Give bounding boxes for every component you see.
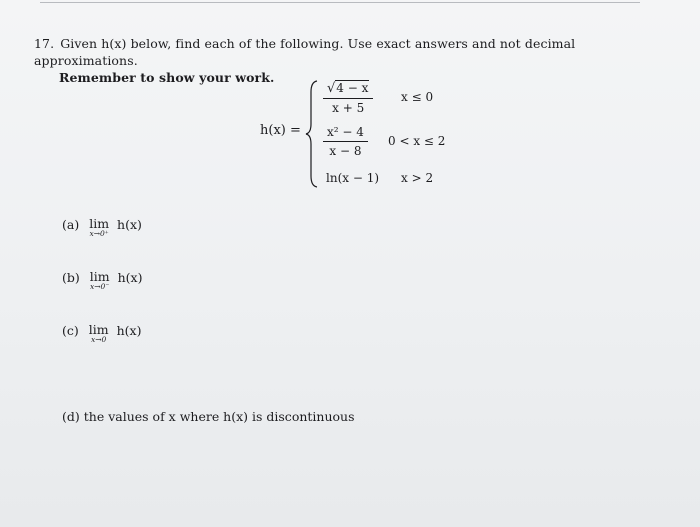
case-2-condition: 0 < x ≤ 2 [388,134,446,148]
part-b [62,270,142,291]
part-a-function: h(x) [117,217,142,232]
case-3-condition: x > 2 [401,171,434,185]
case-1-condition: x ≤ 0 [401,90,434,104]
part-c-lim: lim [88,322,109,337]
piecewise-function [255,78,515,193]
problem-number: 17. [34,36,55,51]
function-lhs: h(x) = [260,123,301,138]
problem-intro: Given h(x) below, find each of the following. Use exact answers and not decimal approximations. [34,36,576,68]
part-c-approach: x→0 [91,335,107,344]
part-c-function: h(x) [116,323,142,338]
part-b-label: (b) [62,270,80,285]
part-b-function: h(x) [117,270,143,285]
part-a-label: (a) [62,217,80,232]
case-3-expression: ln(x − 1) [326,171,380,185]
part-b-lim: lim [89,269,110,284]
case-1-numerator: 4 − x [336,81,369,95]
case-1-expression: $\frac{√4 - x}{x + 5}$ [323,81,373,115]
case-1-denominator: x + 5 [332,101,365,115]
problem-instruction: Remember to show your work. [59,70,275,85]
part-a-lim: lim [89,216,110,231]
case-2-denominator: x − 8 [329,144,362,158]
part-c [62,323,141,344]
part-d-label: (d) [62,409,80,424]
case-2-numerator: x² − 4 [323,125,368,142]
part-a-approach: x→0⁺ [89,229,109,238]
left-brace [305,80,319,188]
part-a [62,217,142,238]
case-2-expression [323,125,368,158]
part-d-text: the values of x where h(x) is discontinuous [83,409,355,424]
part-b-approach: x→0⁻ [90,282,110,291]
part-d [62,409,355,424]
part-c-label: (c) [62,323,79,338]
page-top-rule [40,2,640,3]
